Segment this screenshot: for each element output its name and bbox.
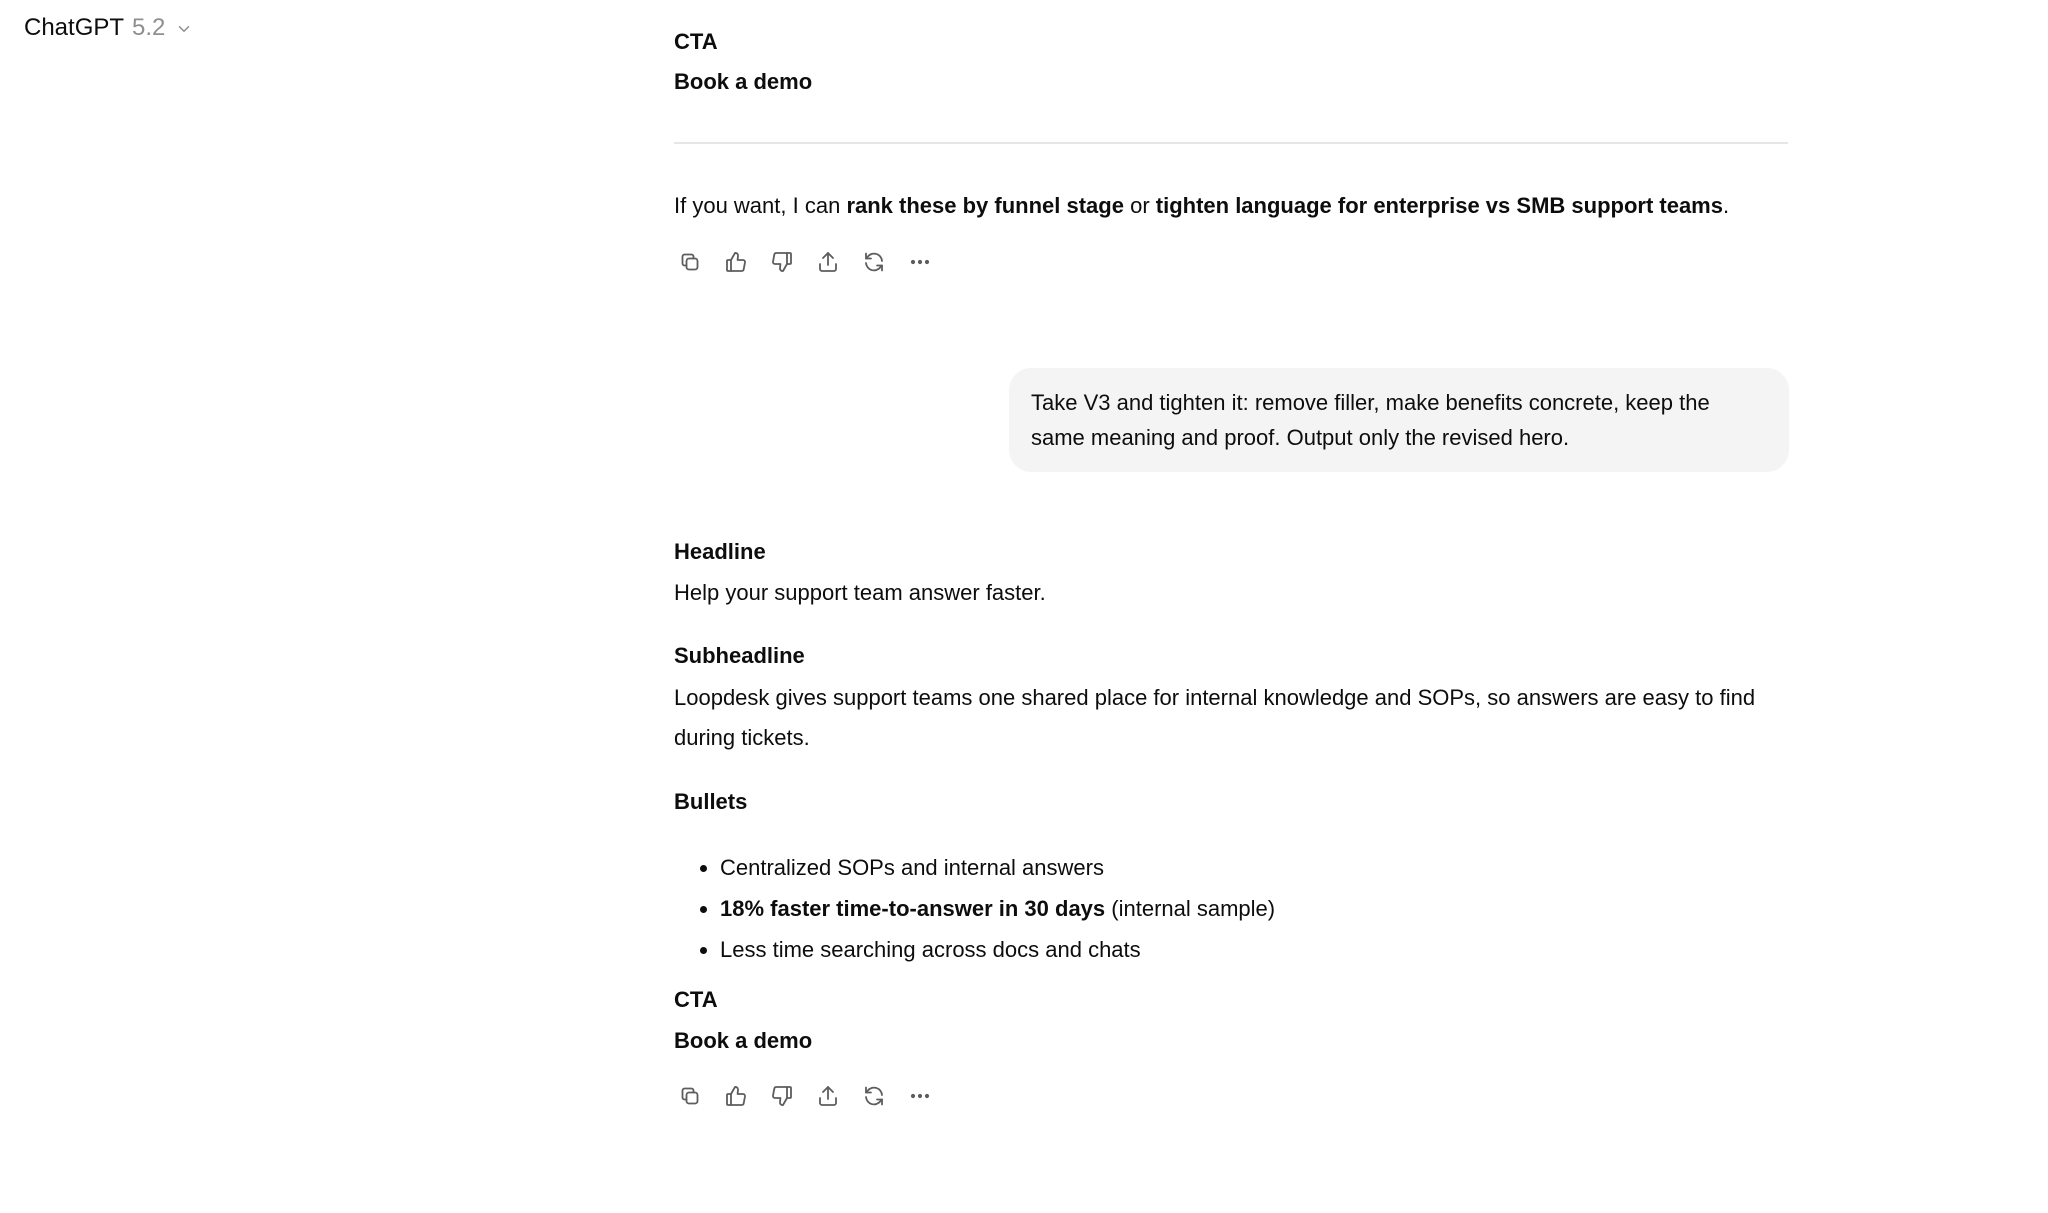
- share-icon: [816, 250, 840, 274]
- offer-mid: or: [1123, 193, 1156, 218]
- prev-cta-text: Book a demo: [674, 69, 813, 94]
- bullets-label: Bullets: [674, 789, 748, 814]
- thumbs-down-button[interactable]: [766, 1080, 798, 1112]
- subheadline-label: Subheadline: [674, 643, 805, 668]
- cta-text: Book a demo: [674, 1028, 813, 1053]
- more-button[interactable]: [904, 1080, 936, 1112]
- cta-label: CTA: [674, 987, 718, 1012]
- copy-button[interactable]: [674, 246, 706, 278]
- list-item: [720, 929, 1620, 970]
- more-icon: [908, 1084, 932, 1108]
- copy-icon: [678, 1084, 702, 1108]
- model-name: ChatGPT: [24, 14, 125, 41]
- copy-button[interactable]: [674, 1080, 706, 1112]
- more-icon: [908, 250, 932, 274]
- user-message-bubble: Take V3 and tighten it: remove filler, make benefits concrete, keep the same meaning and proof. Output only the revised hero.: [1009, 368, 1789, 472]
- bullet-text: Centralized SOPs and internal answers: [720, 855, 1104, 880]
- share-icon: [816, 1084, 840, 1108]
- thumbs-down-icon: [770, 1084, 794, 1108]
- divider: [674, 142, 1788, 144]
- thumbs-down-button[interactable]: [766, 246, 798, 278]
- regenerate-button[interactable]: [858, 246, 890, 278]
- response-actions: [674, 1080, 936, 1112]
- regenerate-icon: [862, 250, 886, 274]
- bullet-list: [674, 847, 1620, 970]
- thumbs-up-button[interactable]: [720, 1080, 752, 1112]
- headline-text: Help your support team answer faster.: [674, 580, 1046, 605]
- regenerate-icon: [862, 1084, 886, 1108]
- list-item: [720, 888, 1620, 929]
- thumbs-up-icon: [724, 250, 748, 274]
- bullet-text: (internal sample): [1105, 896, 1276, 921]
- prev-offer-text: [674, 186, 1794, 226]
- chevron-down-icon: [175, 20, 193, 38]
- offer-bold-1: rank these by funnel stage: [846, 193, 1124, 218]
- model-switcher[interactable]: [24, 12, 193, 44]
- subheadline-text: Loopdesk gives support teams one shared place for internal knowledge and SOPs, so answers are easy to find during tickets.: [674, 685, 1756, 750]
- bullet-bold-text: 18% faster time-to-answer in 30 days: [720, 896, 1106, 921]
- share-button[interactable]: [812, 246, 844, 278]
- offer-suffix: .: [1722, 193, 1730, 218]
- thumbs-up-icon: [724, 1084, 748, 1108]
- thumbs-up-button[interactable]: [720, 246, 752, 278]
- list-item: [720, 847, 1620, 888]
- offer-prefix: If you want, I can: [674, 193, 847, 218]
- prev-cta-heading: CTA: [674, 29, 718, 54]
- model-version: 5.2: [132, 14, 166, 41]
- offer-bold-2: tighten language for enterprise vs SMB support teams: [1155, 193, 1723, 218]
- more-button[interactable]: [904, 246, 936, 278]
- thumbs-down-icon: [770, 250, 794, 274]
- headline-label: Headline: [674, 539, 766, 564]
- prev-message-actions: [674, 246, 936, 278]
- copy-icon: [678, 250, 702, 274]
- regenerate-button[interactable]: [858, 1080, 890, 1112]
- bullet-text: Less time searching across docs and chats: [720, 937, 1141, 962]
- share-button[interactable]: [812, 1080, 844, 1112]
